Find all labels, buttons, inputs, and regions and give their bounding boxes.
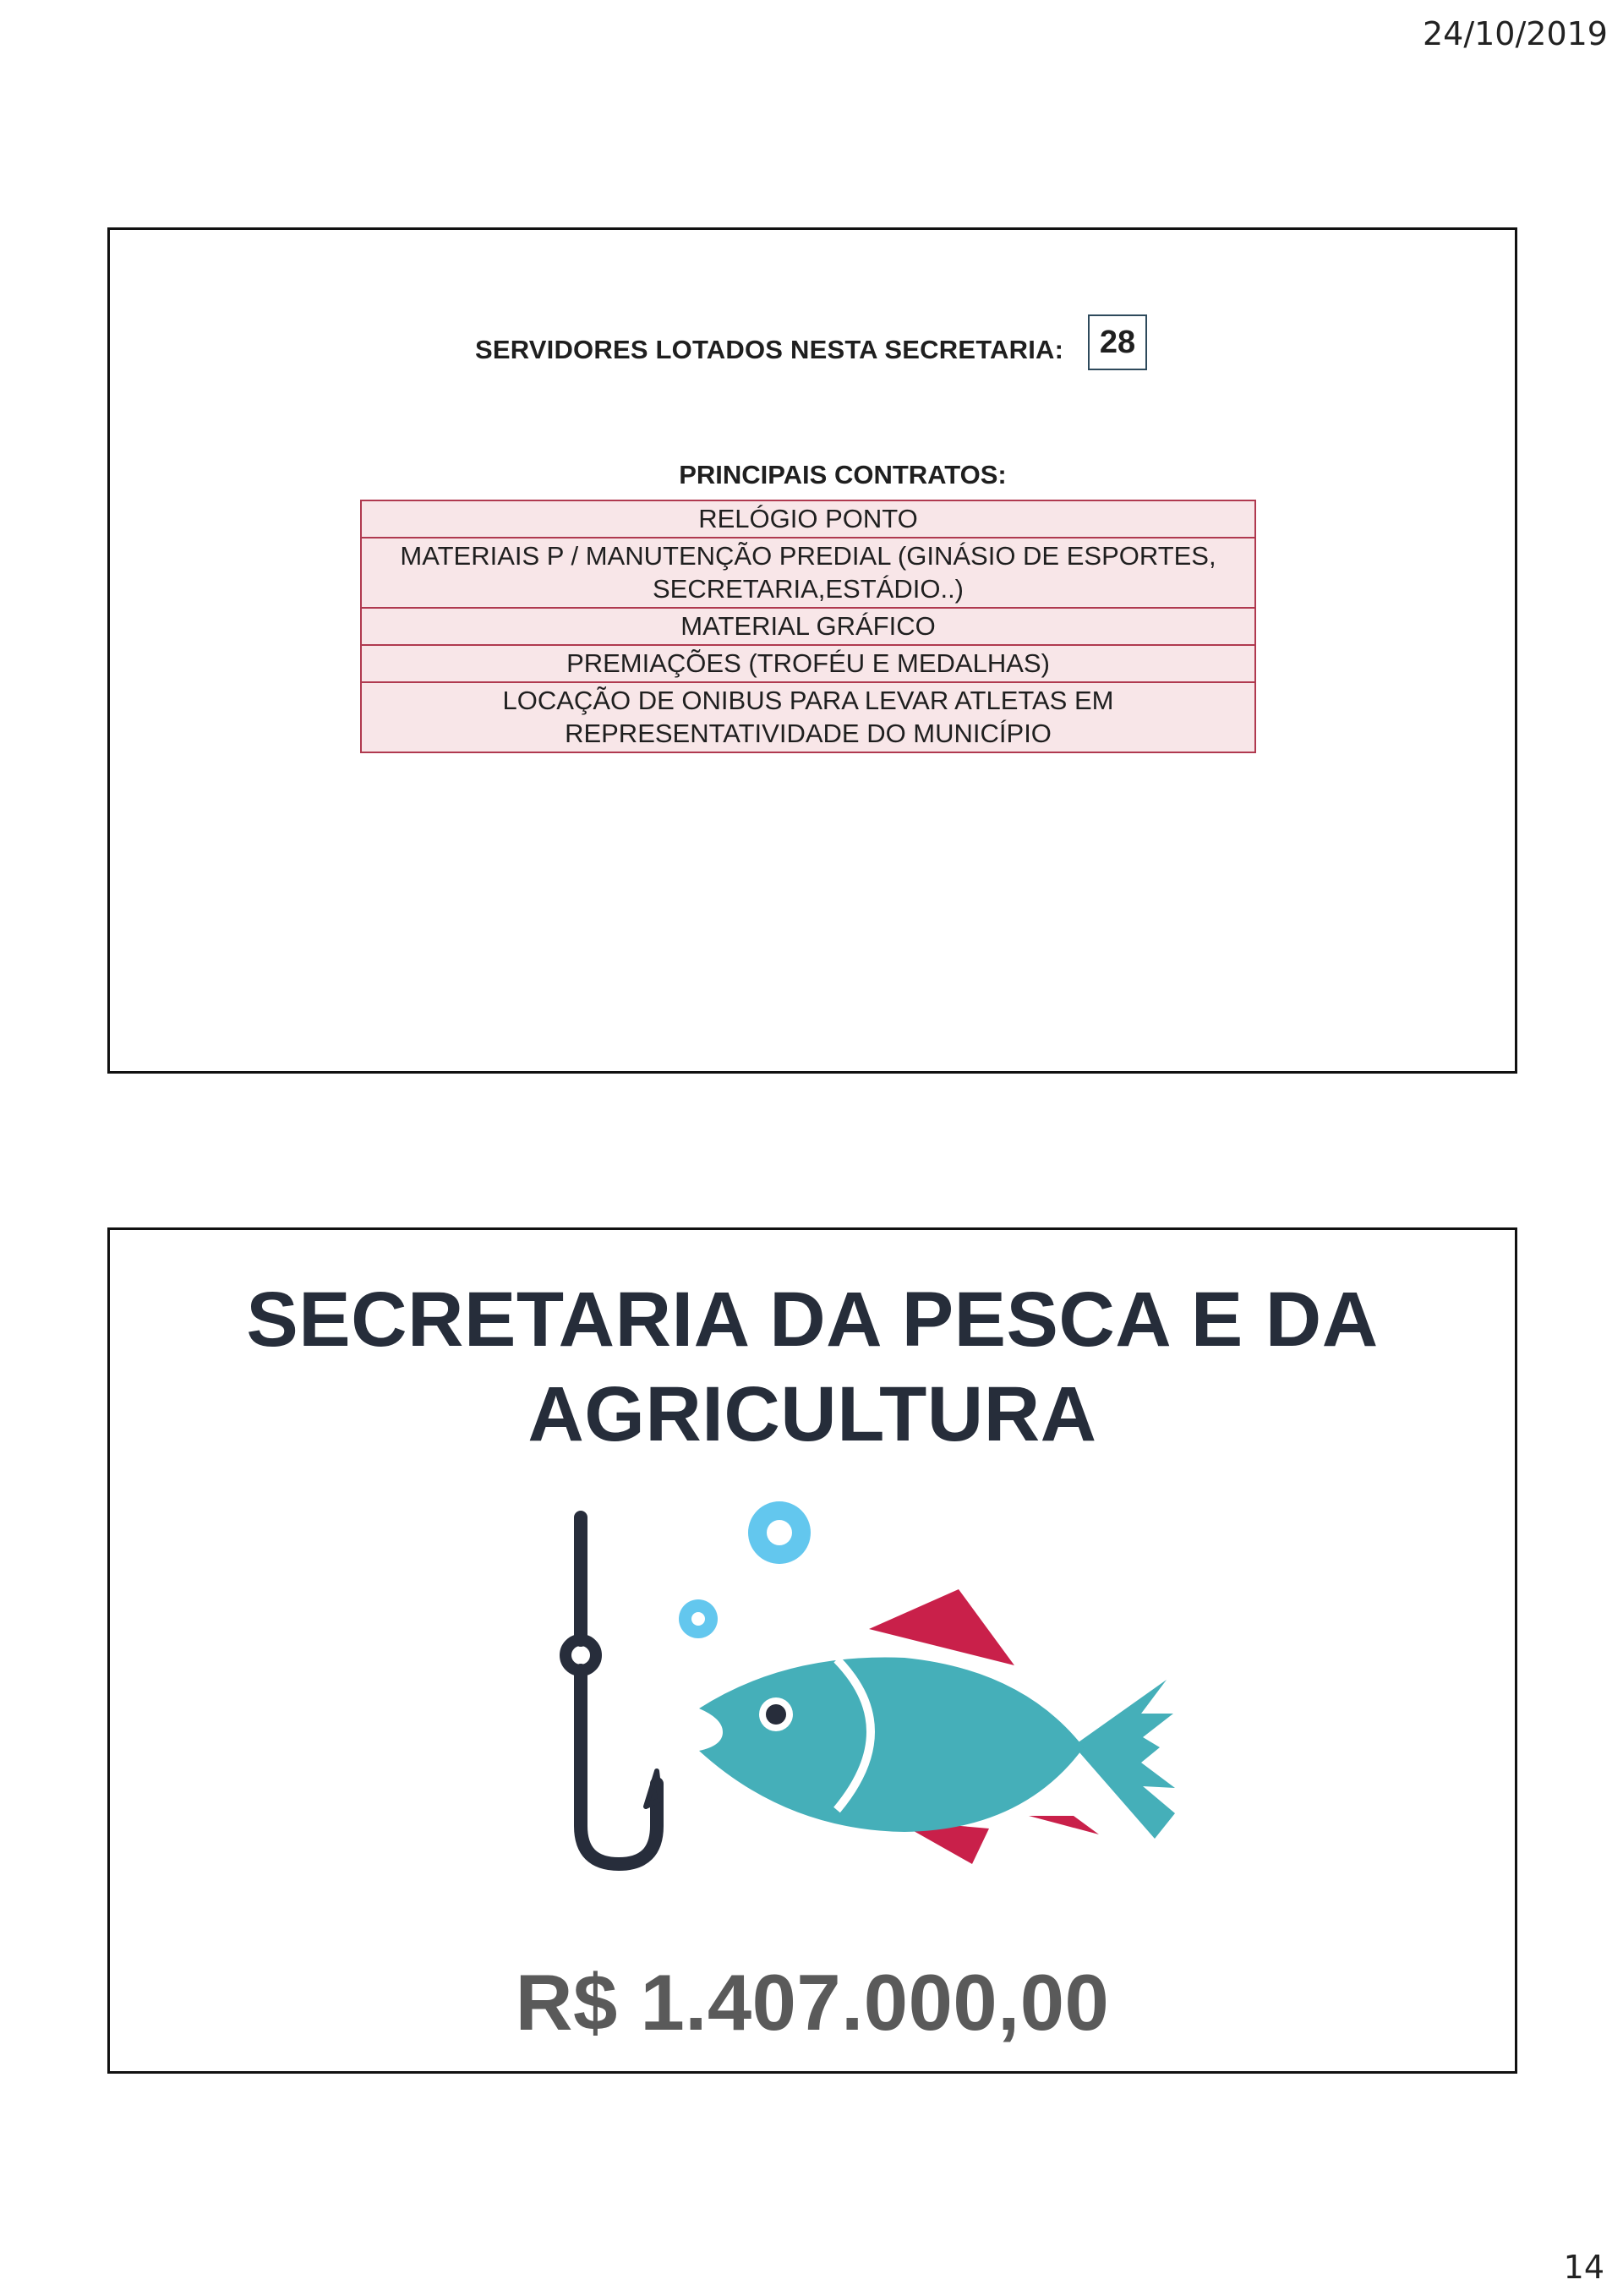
contract-cell: RELÓGIO PONTO [361,500,1255,538]
contract-cell: MATERIAIS P / MANUTENÇÃO PREDIAL (GINÁSIO DE ESPORTES, SECRETARIA,ESTÁDIO..) [361,538,1255,608]
budget-value: R$ 1.407.000,00 [515,1958,1110,2047]
slide-title-line-2: AGRICULTURA [527,1371,1097,1457]
contract-cell: MATERIAL GRÁFICO [361,608,1255,645]
slide-secretaria-pesca [107,1227,1517,2074]
fishing-hook-icon [566,1517,660,1864]
page-date: 24/10/2019 [1422,15,1608,52]
contracts-heading: PRINCIPAIS CONTRATOS: [679,460,1007,489]
slide-title [110,1272,1515,1462]
fish-icon [699,1589,1175,1864]
contracts-table [360,500,1256,753]
page-number: 14 [1563,2249,1604,2286]
bubble-icon [679,1501,811,1638]
contract-cell: PREMIAÇÕES (TROFÉU E MEDALHAS) [361,645,1255,682]
contract-cell: LOCAÇÃO DE ONIBUS PARA LEVAR ATLETAS EM REPRESENTATIVIDADE DO MUNICÍPIO [361,682,1255,752]
servers-count-box: 28 [1088,314,1147,370]
table-row [361,608,1255,645]
table-row [361,500,1255,538]
table-row [361,645,1255,682]
slide-contracts [107,227,1517,1074]
table-row [361,682,1255,752]
table-row [361,538,1255,608]
fishing-illustration [431,1492,1276,1932]
slide-title-line-1: SECRETARIA DA PESCA E DA [246,1276,1379,1363]
servers-row [110,314,1515,374]
servers-label: SERVIDORES LOTADOS NESTA SECRETARIA: [475,335,1064,364]
